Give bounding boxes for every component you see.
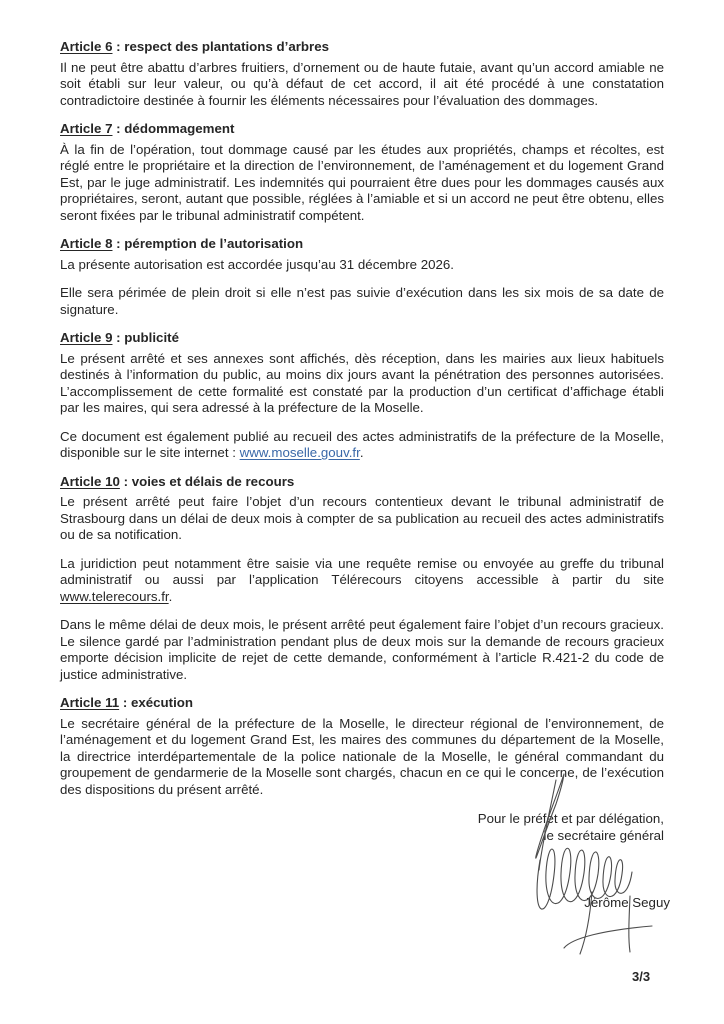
- article-9-paragraph-2: [60, 429, 664, 462]
- paragraph-text: .: [168, 588, 173, 604]
- article-8-paragraph-2: Elle sera périmée de plein droit si elle n’est pas suivie d’exécution dans les six mois de sa date de signature.: [60, 285, 664, 317]
- article-7-paragraph: À la fin de l’opération, tout dommage causé par les études aux propriétés, champs et récoltes, est réglé entre le propriétaire et la direction de l’environnement, de l’aménagement et du logement Grand Est, par le juge administratif. Les indemnités qui pourraient être dues pour les dommages causés aux propriétaires, seront, autant que possible, réglées à l’amiable et si un accord ne peut être obtenu, elles seront fixées par le tribunal administratif compétent.: [60, 141, 664, 223]
- article-7-label: Article 7: [60, 121, 113, 136]
- article-11-heading: [60, 695, 664, 712]
- article-7-title: : dédommagement: [112, 121, 235, 136]
- signature-block: [60, 810, 670, 911]
- article-8-paragraph-1: La présente autorisation est accordée jusqu’au 31 décembre 2026.: [60, 256, 454, 272]
- document-content: [60, 37, 670, 911]
- telerecours-link[interactable]: www.telerecours.fr: [60, 588, 169, 604]
- article-6-label: Article 6: [60, 39, 113, 54]
- article-11-title: : exécution: [119, 695, 194, 710]
- article-8-title: : péremption de l’autorisation: [112, 236, 304, 251]
- article-9-label: Article 9: [60, 330, 113, 345]
- article-6-paragraph: Il ne peut être abattu d’arbres fruitiers, d’ornement ou de haute futaie, avant qu’un accord amiable ne soit établi sur leur valeur, ou qu’à défaut de cet accord, il ait été procédé à une constatation contradictoire destinée à fournir les éléments nécessaires pour l’évaluation des dommages.: [60, 59, 664, 108]
- article-10-label: Article 10: [60, 473, 120, 489]
- article-10-heading: [60, 474, 664, 491]
- article-10-paragraph-3: Dans le même délai de deux mois, le présent arrêté peut également faire l’objet d’un recours gracieux. Le silence gardé par l’administration pendant plus de deux mois sur la demande de recours gracieux emporte décision implicite de rejet de cette demande, conformément à l’article R.421-2 du code de justice administrative.: [60, 617, 664, 682]
- signature-role-line: le secrétaire général: [543, 828, 664, 843]
- article-8-heading: [60, 236, 664, 253]
- article-11-label: Article 11: [60, 695, 120, 710]
- paragraph-text: La juridiction peut notamment être saisie via une requête remise ou envoyée au greffe du tribunal administratif ou aussi par l’application Télérecours citoyens accessible à partir du site: [60, 555, 664, 587]
- article-8-label: Article 8: [60, 236, 113, 251]
- article-9-paragraph-1: Le présent arrêté et ses annexes sont affichés, dès réception, dans les mairies aux lieux habituels destinés à l’information du public, au moins dix jours avant la pénétration des personnes autorisées. L’accomplissement de cette formalité est constaté par la production d’un certificat d’affichage établi par les maires, qui sera adressé à la préfecture de la Moselle.: [60, 350, 664, 415]
- page-number: 3/3: [632, 969, 651, 984]
- article-10-title: : voies et délais de recours: [119, 473, 295, 489]
- article-10-paragraph-2: [60, 556, 664, 606]
- moselle-link[interactable]: www.moselle.gouv.fr: [239, 445, 360, 460]
- article-11-paragraph: Le secrétaire général de la préfecture de la Moselle, le directeur régional de l’environnement, de l’aménagement et du logement Grand Est, les maires des communes du département de la Moselle, la directrice interdépartementale de la police nationale de la Moselle, le général commandant du groupement de gendarmerie de la Moselle sont chargés, chacun en ce qui le concerne, de l’exécution des dispositions du présent arrêté.: [60, 715, 664, 797]
- article-7-heading: [60, 121, 664, 138]
- article-6-heading: [60, 39, 664, 56]
- article-6-title: : respect des plantations d’arbres: [112, 39, 329, 54]
- signatory-name: Jérôme Seguy: [584, 895, 670, 910]
- signature-delegation-line: Pour le préfet et par délégation,: [477, 811, 664, 826]
- article-10-paragraph-1: Le présent arrêté peut faire l’objet d’un recours contentieux devant le tribunal administratif de Strasbourg dans un délai de deux mois à compter de sa publication au recueil des actes administratifs ou de sa notification.: [60, 494, 664, 542]
- paragraph-text: Ce document est également publié au recueil des actes administratifs de la préfecture de la Moselle, disponible sur le site internet :: [60, 428, 664, 460]
- signature-scribble: [512, 770, 674, 962]
- article-9-title: : publicité: [112, 330, 179, 345]
- article-9-heading: [60, 330, 664, 347]
- paragraph-text: .: [359, 445, 364, 460]
